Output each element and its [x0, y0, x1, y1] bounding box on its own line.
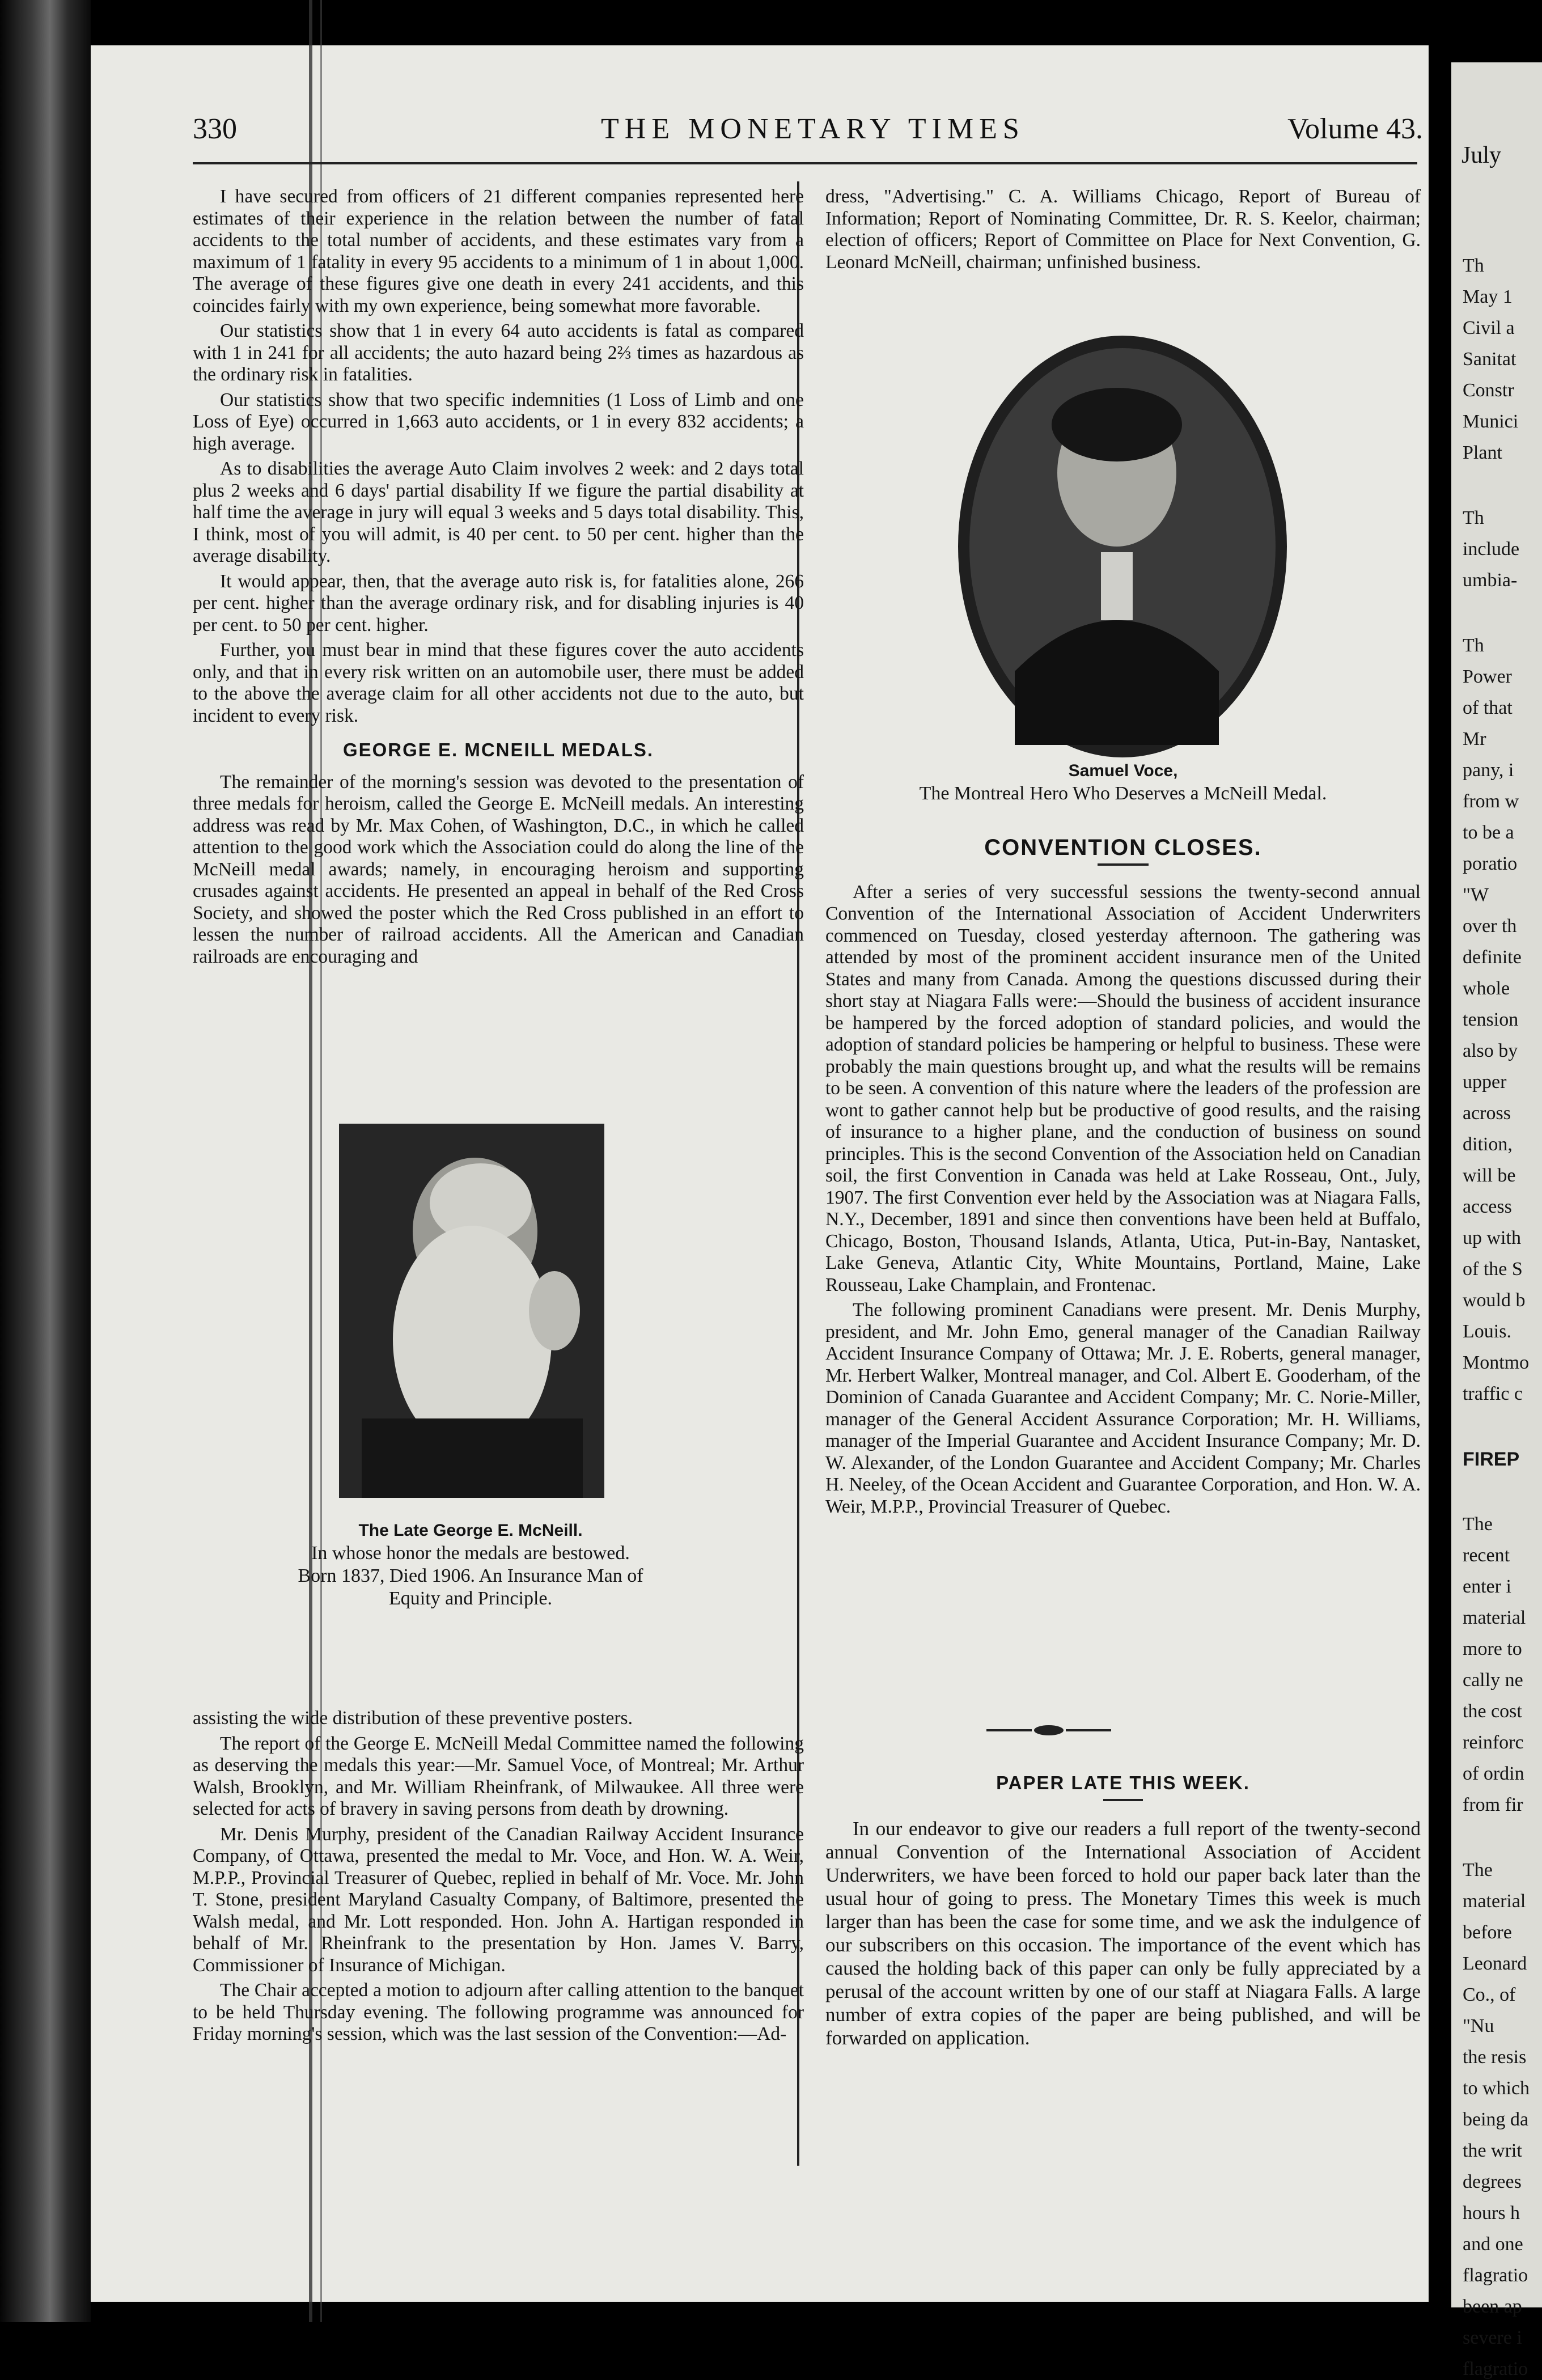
ornament-divider — [986, 1723, 1111, 1737]
paragraph: After a series of very successful sessions the twenty-second annual Convention of the International Association of Accident Underwriters commenced on Tuesday, closed yesterday afternoon. The gathering was attended by most of the prominent accident insurance men of the United States and many from Canada. Among the questions discussed during their short stay at Niagara Falls were:—Should the business of accident insurance be hampered by the forced adoption of standard policies, and would the adoption of standard policies be hampering or helpful to business. These were probably the main questions brought up, and what the results will be remains to be seen. A convention of this nature where the leaders of the profession are wont to gather cannot help but be productive of good results, and the raising of insurance to a higher plane, and the conduction of business on sound principles. This is the second Convention of the Association held on Canadian soil, the first Convention in Canada was held at Lake Rosseau, Ont., July, 1907. The first Convention ever held by the Association was at Niagara Falls, N.Y., December, 1891 and since then conventions have been held at Buffalo, Chicago, Boston, Thousand Islands, Atlanta, Utica, Put-in-Bay, Nantasket, Lake Geneva, Atlantic City, White Mountains, Portland, Maine, Lake Rousseau, Lake Champlain, and Frontenac. — [825, 881, 1421, 1295]
next-page-line: tension — [1463, 1009, 1519, 1030]
next-page-line: of that — [1463, 697, 1513, 718]
next-page-line: flagratio — [1463, 2358, 1528, 2379]
paragraph: I have secured from officers of 21 different companies represented here estimates of their experience in the relation between the number of fatal accidents to the total number of accidents, and these estimates vary from a maximum of 1 fatality in every 95 accidents to a minimum of 1 in about 1,000. The average of these figures give one death in every 241 accidents, and this coincides fairly with my own experience, being somewhat more favorable. — [193, 186, 804, 316]
next-page-line: "Nu — [1463, 2015, 1494, 2036]
right-column-top — [825, 186, 1421, 277]
next-page-line: May 1 — [1463, 286, 1513, 307]
caption-samuel-voce — [825, 760, 1421, 805]
paragraph: Our statistics show that 1 in every 64 auto accidents is fatal as compared with 1 in 241 for all accidents; the auto hazard being 2⅔ times as hazardous as the ordinary risk in fatalities. — [193, 320, 804, 385]
next-page-line: The — [1463, 1514, 1493, 1535]
left-column-top — [193, 186, 804, 971]
paragraph: It would appear, then, that the average auto risk is, for fatalities alone, 266 per cent. higher than the average ordinary risk, and for disabling injuries is 40 per cent. to 50 per cent. higher. — [193, 570, 804, 636]
next-page-line: enter i — [1463, 1576, 1511, 1597]
section-heading-convention-closes: CONVENTION CLOSES. — [984, 835, 1262, 860]
heading-dash — [1103, 1799, 1143, 1801]
next-page-line: Munici — [1463, 411, 1519, 432]
paragraph: assisting the wide distribution of these preventive posters. — [193, 1708, 633, 1729]
paragraph: The following prominent Canadians were present. Mr. Denis Murphy, president, and Mr. John Emo, general manager of the Canadian Railway Accident Insurance Company of Ottawa; Mr. J. E. Roberts, general manager, Mr. Herbert Walker, Montreal manager, and Col. Albert E. Gooderham, of the Dominion of Canada Guarantee and Accident Company; Mr. C. Norie-Miller, manager of the General Accident Assurance Corporation; Mr. H. Williams, manager of the Imperial Guarantee and Accident Insurance Company; Mr. D. W. Alexander, of the London Guarantee and Accident Company; Mr. Charles H. Neeley, of the Ocean Accident and Guarantee Corporation, and Hon. W. A. Weir, M.P.P., Provincial Treasurer of Quebec. — [825, 1299, 1421, 1517]
next-page-line: being da — [1463, 2109, 1529, 2130]
next-page-line: access — [1463, 1196, 1512, 1217]
next-page-line: Leonard — [1463, 1953, 1527, 1974]
portrait-george-mcneill — [339, 1124, 604, 1498]
paragraph: dress, "Advertising." C. A. Williams Chicago, Report of Bureau of Information; Report of Nominating Committee, Dr. R. S. Keelor, chairman; election of officers; Report of Committee on Place for Next Convention, G. Leonard McNeill, chairman; unfinished business. — [825, 186, 1421, 273]
paragraph: As to disabilities the average Auto Claim involves 2 week: and 2 days total plus 2 weeks and 6 days' partial disability If we figure the partial disability at half time the average in jury will equal 3 weeks and 5 days total disability. This, I think, most of you will admit, is 40 per cent. to 50 per cent. higher than the average disability. — [193, 458, 804, 566]
header-rule — [193, 162, 1417, 164]
next-page-line: hours h — [1463, 2203, 1520, 2224]
caption-george-mcneill — [215, 1519, 726, 1610]
next-page-line: recent — [1463, 1545, 1510, 1566]
next-page-line: across — [1463, 1103, 1511, 1124]
right-column-convention — [825, 837, 1421, 1521]
caption-line: Born 1837, Died 1906. An Insurance Man of — [298, 1565, 643, 1586]
next-page-line: Power — [1463, 666, 1512, 687]
next-page-line: material — [1463, 1607, 1526, 1628]
next-page-line: Th — [1463, 255, 1484, 276]
paragraph: The report of the George E. McNeill Medal Committee named the following as deserving the medals this year:—Mr. Samuel Voce, of Montreal; Mr. Arthur Walsh, Brooklyn, and Mr. William Rheinfrank, of Milwaukee. All three were selected for acts of bravery in saving persons from death by drowning. — [193, 1733, 804, 1819]
next-page-line: Mr — [1463, 729, 1486, 749]
next-page-line: FIREP — [1463, 1449, 1520, 1470]
next-page-line: Louis. — [1463, 1321, 1511, 1342]
caption-name: Samuel Voce, — [1068, 761, 1178, 780]
next-page-line: the writ — [1463, 2140, 1522, 2161]
next-page-line: and one — [1463, 2234, 1523, 2255]
next-page-line: Constr — [1463, 380, 1514, 401]
caption-line: Equity and Principle. — [388, 1588, 552, 1609]
next-page-line: up with — [1463, 1227, 1521, 1248]
portrait-samuel-voce — [952, 331, 1293, 762]
right-column-notice — [825, 1772, 1421, 2053]
next-page-line: also by — [1463, 1040, 1518, 1061]
next-page-line: to which — [1463, 2078, 1530, 2099]
next-page-line: Sanitat — [1463, 349, 1516, 370]
next-page-line: Montmo — [1463, 1352, 1530, 1373]
page-number: 330 — [193, 113, 237, 145]
next-page-line: umbia- — [1463, 570, 1518, 591]
next-page-line: material — [1463, 1891, 1526, 1912]
next-page-line: whole — [1463, 978, 1510, 999]
book-spine — [0, 0, 91, 2322]
next-page-line: the resis — [1463, 2047, 1527, 2068]
next-page-fragment — [1451, 62, 1542, 2379]
next-page-line: from fir — [1463, 1794, 1523, 1815]
paragraph: The remainder of the morning's session was devoted to the presentation of three medals for heroism, called the George E. McNeill medals. An interesting address was read by Mr. Max Cohen, of Washington, D.C., in which he called attention to the good work which the Association could do along the line of the McNeill medal awards; namely, in encouraging heroism and supporting crusades against accidents. He presented an appeal in behalf of the Red Cross Society, and showed the poster which the Red Cross published in an effort to lessen the number of railroad accidents. All the American and Canadian railroads are encouraging and — [193, 771, 804, 967]
next-page-line: dition, — [1463, 1134, 1513, 1155]
next-page-line: from w — [1463, 791, 1519, 812]
next-page-line: flagratio — [1463, 2265, 1528, 2286]
next-page-line: traffic c — [1463, 1383, 1523, 1404]
heading-dash — [1098, 863, 1149, 866]
notice-text: In our endeavor to give our readers a full report of the twenty-second annual Convention of the International Association of Accident Underwriters, we have been forced to hold our paper back later than the usual hour of going to press. The Monetary Times this week is much larger than has been the case for some time, and we ask the indulgence of our subscribers on this occasion. The importance of the event which has caused the holding back of this paper can only be fully appreciated by a perusal of the account written by one of our staff at Niagara Falls. A large number of extra copies of the paper are being published, and will be forwarded on application. — [825, 1817, 1421, 2049]
notice-heading: PAPER LATE THIS WEEK. — [996, 1772, 1250, 1793]
portrait-image — [952, 331, 1293, 762]
volume-label: Volume 43. — [1287, 113, 1423, 145]
publication-title: THE MONETARY TIMES — [601, 113, 1025, 145]
caption-line: In whose honor the medals are bestowed. — [311, 1543, 630, 1564]
next-page-line: "W — [1463, 884, 1489, 905]
next-page-line: of ordin — [1463, 1763, 1524, 1784]
next-page-line: Th — [1463, 507, 1484, 528]
next-page-line: more to — [1463, 1638, 1522, 1659]
next-page-line: Co., of — [1463, 1984, 1516, 2005]
next-page-line: The — [1463, 1860, 1493, 1881]
left-column-bottom — [193, 1708, 804, 2049]
paragraph: The Chair accepted a motion to adjourn after calling attention to the banquet to be held Thursday evening. The following programme was announced for Friday morning's session, which was the last session of the Convention:—Ad- — [193, 1980, 804, 2044]
next-page-header: July — [1461, 142, 1502, 168]
next-page-line: been ap — [1463, 2296, 1522, 2317]
next-page-line: will be — [1463, 1165, 1516, 1186]
next-page-line: Th — [1463, 635, 1484, 656]
next-page-line: Plant — [1463, 442, 1502, 463]
next-page-line: before — [1463, 1922, 1512, 1943]
paragraph: Mr. Denis Murphy, president of the Canadian Railway Accident Insurance Company, of Ottawa, presented the medal to Mr. Voce, and Hon. W. A. Weir, M.P.P., Provincial Treasurer of Quebec, replied in behalf of Mr. Voce. Mr. John T. Stone, president Maryland Casualty Company, of Baltimore, presented the Walsh medal, and Mr. Lott responded. Hon. John A. Hartigan responded in behalf of Mr. Rheinfrank to the presentation by Hon. James V. Barry, Commissioner of Insurance of Michigan. — [193, 1823, 804, 1976]
next-page-line: to be a — [1463, 822, 1514, 843]
next-page-line: reinforc — [1463, 1732, 1524, 1753]
section-heading-mcneill-medals: GEORGE E. MCNEILL MEDALS. — [342, 739, 654, 760]
next-page-line: upper — [1463, 1072, 1507, 1092]
next-page-line: Civil a — [1463, 317, 1515, 338]
next-page-line: definite — [1463, 947, 1522, 968]
next-page-line: over th — [1463, 916, 1517, 937]
next-page-line: include — [1463, 539, 1520, 560]
caption-name: The Late George E. McNeill. — [358, 1521, 583, 1540]
paragraph: Further, you must bear in mind that these figures cover the auto accidents only, and that in every risk written on an automobile user, there must be added to the above the average claim for all other accidents not due to the auto, but incident to every risk. — [193, 640, 804, 726]
next-page-line: severe i — [1463, 2327, 1522, 2348]
portrait-image — [339, 1124, 604, 1498]
next-page-line: would b — [1463, 1290, 1526, 1311]
caption-line: The Montreal Hero Who Deserves a McNeill Medal. — [919, 783, 1327, 804]
next-page-line: the cost — [1463, 1701, 1522, 1722]
next-page-line: of the S — [1463, 1259, 1523, 1280]
next-page-line: degrees — [1463, 2171, 1522, 2192]
next-page-line: cally ne — [1463, 1670, 1523, 1691]
running-header — [193, 112, 1429, 152]
next-page-line: pany, i — [1463, 760, 1514, 781]
next-page-line: poratio — [1463, 853, 1518, 874]
paragraph: Our statistics show that two specific indemnities (1 Loss of Limb and one Loss of Eye) occurred in 1,663 auto accidents, or 1 in every 832 accidents; a high average. — [193, 389, 804, 454]
